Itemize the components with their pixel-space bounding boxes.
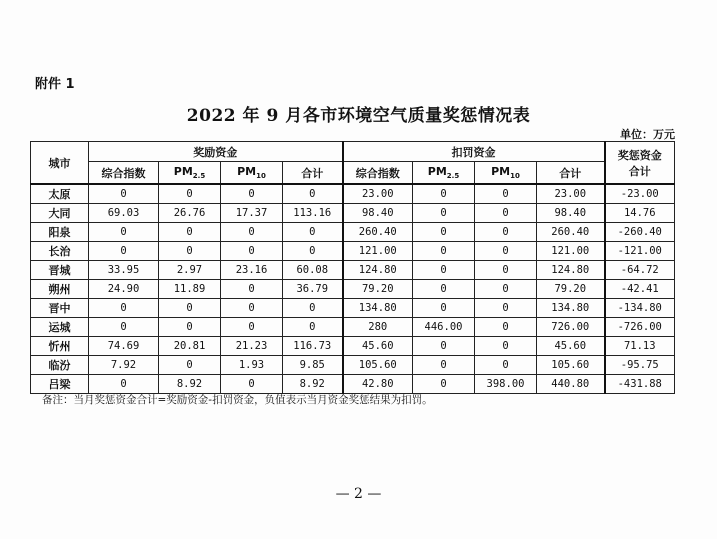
cell-reward-pm25: 8.92 — [159, 375, 221, 394]
cell-penalty-index: 23.00 — [343, 184, 413, 204]
cell-reward-index: 74.69 — [89, 337, 159, 356]
table-row — [31, 280, 675, 299]
cell-penalty-total: 105.60 — [537, 356, 605, 375]
page-title: 2022 年 9 月各市环境空气质量奖惩情况表 — [186, 106, 531, 126]
pm25-sub: 2.5 — [192, 172, 206, 181]
cell-penalty-pm10: 0 — [475, 204, 537, 223]
header-penalty-group: 扣罚资金 — [343, 142, 605, 162]
cell-penalty-pm25: 0 — [413, 337, 475, 356]
header-reward-group: 奖励资金 — [89, 142, 343, 162]
cell-reward-pm25: 2.97 — [159, 261, 221, 280]
header-penalty-index: 综合指数 — [343, 162, 413, 185]
cell-penalty-total: 440.80 — [537, 375, 605, 394]
cell-penalty-total: 121.00 — [537, 242, 605, 261]
cell-net-total: -431.88 — [605, 375, 675, 394]
cell-penalty-index: 280 — [343, 318, 413, 337]
cell-reward-pm25: 0 — [159, 356, 221, 375]
pm10-sub: 10 — [256, 172, 266, 181]
header-city: 城市 — [31, 142, 89, 185]
cell-penalty-pm25: 0 — [413, 184, 475, 204]
cell-city: 晋城 — [31, 261, 89, 280]
cell-reward-pm25: 0 — [159, 223, 221, 242]
cell-net-total: -121.00 — [605, 242, 675, 261]
cell-reward-total: 113.16 — [283, 204, 343, 223]
cell-penalty-pm25: 0 — [413, 204, 475, 223]
cell-penalty-pm10: 0 — [475, 242, 537, 261]
cell-net-total: -134.80 — [605, 299, 675, 318]
cell-reward-total: 0 — [283, 318, 343, 337]
pm25-base: PM — [427, 164, 447, 178]
cell-penalty-index: 260.40 — [343, 223, 413, 242]
cell-net-total: -42.41 — [605, 280, 675, 299]
table-row — [31, 223, 675, 242]
table-body — [31, 184, 675, 394]
cell-reward-pm25: 26.76 — [159, 204, 221, 223]
cell-reward-pm10: 23.16 — [221, 261, 283, 280]
cell-penalty-index: 45.60 — [343, 337, 413, 356]
cell-penalty-index: 42.80 — [343, 375, 413, 394]
header-penalty-pm25 — [413, 162, 475, 185]
cell-penalty-pm10: 398.00 — [475, 375, 537, 394]
table-row — [31, 184, 675, 204]
cell-city: 太原 — [31, 184, 89, 204]
cell-penalty-index: 124.80 — [343, 261, 413, 280]
cell-reward-index: 0 — [89, 299, 159, 318]
cell-reward-pm25: 20.81 — [159, 337, 221, 356]
cell-penalty-pm10: 0 — [475, 280, 537, 299]
cell-penalty-index: 105.60 — [343, 356, 413, 375]
cell-penalty-pm25: 0 — [413, 261, 475, 280]
cell-net-total: 14.76 — [605, 204, 675, 223]
cell-reward-total: 0 — [283, 242, 343, 261]
cell-penalty-total: 134.80 — [537, 299, 605, 318]
cell-penalty-total: 726.00 — [537, 318, 605, 337]
cell-reward-index: 0 — [89, 375, 159, 394]
cell-penalty-total: 98.40 — [537, 204, 605, 223]
pm25-sub: 2.5 — [446, 172, 460, 181]
table-row — [31, 375, 675, 394]
table-row — [31, 299, 675, 318]
cell-reward-index: 7.92 — [89, 356, 159, 375]
table-row — [31, 261, 675, 280]
cell-net-total: -726.00 — [605, 318, 675, 337]
cell-reward-pm25: 0 — [159, 299, 221, 318]
cell-reward-total: 116.73 — [283, 337, 343, 356]
cell-net-total: -95.75 — [605, 356, 675, 375]
cell-penalty-total: 23.00 — [537, 184, 605, 204]
cell-reward-pm25: 11.89 — [159, 280, 221, 299]
cell-reward-total: 0 — [283, 184, 343, 204]
cell-reward-pm10: 21.23 — [221, 337, 283, 356]
cell-reward-pm25: 0 — [159, 184, 221, 204]
table-row — [31, 356, 675, 375]
cell-penalty-pm10: 0 — [475, 337, 537, 356]
cell-reward-index: 0 — [89, 223, 159, 242]
cell-reward-total: 60.08 — [283, 261, 343, 280]
unit-label: 单位：万元 — [620, 128, 675, 141]
cell-net-total: -260.40 — [605, 223, 675, 242]
pm25-base: PM — [173, 164, 193, 178]
cell-reward-index: 0 — [89, 184, 159, 204]
cell-penalty-pm10: 0 — [475, 261, 537, 280]
cell-reward-pm10: 0 — [221, 375, 283, 394]
cell-penalty-pm25: 0 — [413, 223, 475, 242]
header-net-line2: 合计 — [628, 164, 651, 178]
reward-penalty-table — [30, 141, 675, 394]
cell-penalty-pm25: 0 — [413, 356, 475, 375]
header-penalty-pm10 — [475, 162, 537, 185]
cell-penalty-pm25: 0 — [413, 242, 475, 261]
pm10-base: PM — [237, 164, 257, 178]
cell-penalty-index: 134.80 — [343, 299, 413, 318]
attachment-label: 附件 1 — [35, 77, 75, 92]
cell-reward-pm10: 0 — [221, 280, 283, 299]
cell-reward-index: 24.90 — [89, 280, 159, 299]
cell-city: 阳泉 — [31, 223, 89, 242]
cell-reward-pm25: 0 — [159, 318, 221, 337]
cell-penalty-index: 79.20 — [343, 280, 413, 299]
cell-penalty-total: 45.60 — [537, 337, 605, 356]
cell-reward-index: 0 — [89, 242, 159, 261]
cell-penalty-pm25: 446.00 — [413, 318, 475, 337]
cell-reward-pm10: 1.93 — [221, 356, 283, 375]
header-net-total — [605, 142, 675, 185]
cell-penalty-pm25: 0 — [413, 280, 475, 299]
cell-city: 大同 — [31, 204, 89, 223]
header-reward-pm10 — [221, 162, 283, 185]
cell-net-total: -23.00 — [605, 184, 675, 204]
cell-reward-total: 8.92 — [283, 375, 343, 394]
header-reward-total: 合计 — [283, 162, 343, 185]
cell-city: 朔州 — [31, 280, 89, 299]
cell-penalty-pm10: 0 — [475, 356, 537, 375]
cell-reward-pm25: 0 — [159, 242, 221, 261]
cell-reward-index: 33.95 — [89, 261, 159, 280]
cell-reward-total: 9.85 — [283, 356, 343, 375]
cell-penalty-pm10: 0 — [475, 223, 537, 242]
cell-city: 长治 — [31, 242, 89, 261]
cell-reward-index: 69.03 — [89, 204, 159, 223]
footnote: 备注：当月奖惩资金合计=奖励资金-扣罚资金，负值表示当月资金奖惩结果为扣罚。 — [42, 394, 433, 406]
cell-city: 临汾 — [31, 356, 89, 375]
cell-penalty-pm10: 0 — [475, 318, 537, 337]
cell-penalty-total: 79.20 — [537, 280, 605, 299]
cell-reward-pm10: 0 — [221, 318, 283, 337]
cell-reward-total: 36.79 — [283, 280, 343, 299]
cell-city: 运城 — [31, 318, 89, 337]
cell-reward-pm10: 0 — [221, 299, 283, 318]
cell-penalty-pm25: 0 — [413, 299, 475, 318]
cell-reward-pm10: 0 — [221, 223, 283, 242]
cell-city: 吕梁 — [31, 375, 89, 394]
header-reward-index: 综合指数 — [89, 162, 159, 185]
header-net-line1: 奖惩资金 — [617, 148, 662, 162]
cell-penalty-pm10: 0 — [475, 184, 537, 204]
cell-net-total: -64.72 — [605, 261, 675, 280]
cell-reward-total: 0 — [283, 299, 343, 318]
cell-city: 忻州 — [31, 337, 89, 356]
cell-reward-pm10: 0 — [221, 242, 283, 261]
cell-penalty-total: 260.40 — [537, 223, 605, 242]
header-reward-pm25 — [159, 162, 221, 185]
cell-penalty-pm25: 0 — [413, 375, 475, 394]
header-penalty-total: 合计 — [537, 162, 605, 185]
cell-reward-pm10: 17.37 — [221, 204, 283, 223]
cell-net-total: 71.13 — [605, 337, 675, 356]
cell-reward-pm10: 0 — [221, 184, 283, 204]
table-row — [31, 337, 675, 356]
cell-penalty-pm10: 0 — [475, 299, 537, 318]
cell-penalty-total: 124.80 — [537, 261, 605, 280]
table-row — [31, 204, 675, 223]
pm10-sub: 10 — [510, 172, 520, 181]
cell-penalty-index: 121.00 — [343, 242, 413, 261]
table-row — [31, 242, 675, 261]
table-row — [31, 318, 675, 337]
page-number: — 2 — — [335, 486, 382, 502]
cell-penalty-index: 98.40 — [343, 204, 413, 223]
cell-reward-total: 0 — [283, 223, 343, 242]
cell-reward-index: 0 — [89, 318, 159, 337]
cell-city: 晋中 — [31, 299, 89, 318]
pm10-base: PM — [491, 164, 511, 178]
